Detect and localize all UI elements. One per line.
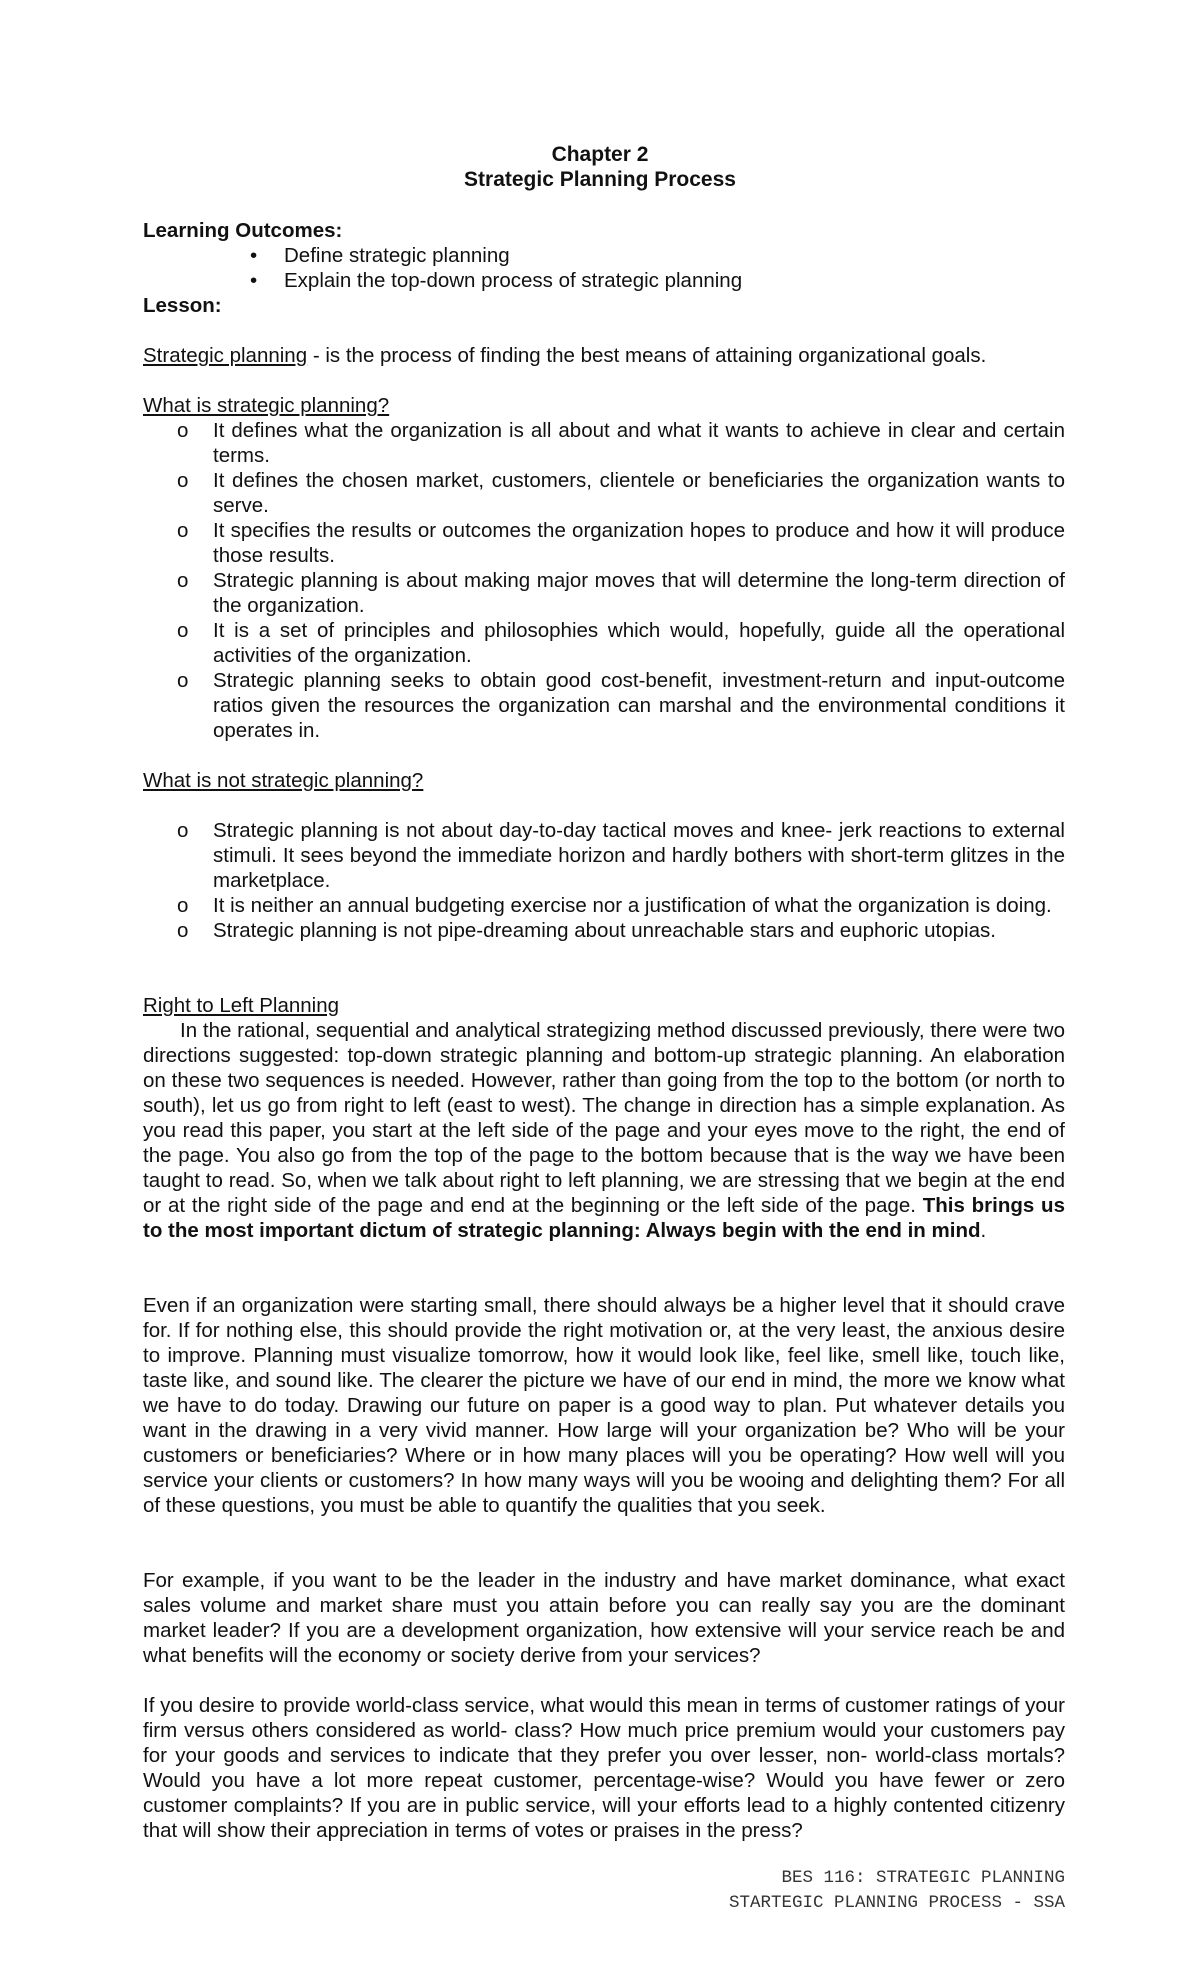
- list-item-text: It is a set of principles and philosophies which would, hopefully, guide all the operational activities of the organization.: [213, 619, 1065, 667]
- learning-outcomes-heading: Learning Outcomes:: [143, 219, 343, 242]
- definition-term: Strategic planning: [143, 344, 308, 367]
- list-item: [143, 518, 1065, 568]
- lesson-heading: Lesson:: [143, 294, 222, 317]
- circle-bullet-icon: o: [177, 419, 189, 442]
- footer-chapter: STARTEGIC PLANNING PROCESS - SSA: [728, 1893, 1065, 1913]
- what-is-not-heading: What is not strategic planning?: [143, 769, 424, 792]
- definition-text: - is the process of finding the best means of attaining organizational goals.: [307, 344, 987, 367]
- list-item: [143, 618, 1065, 668]
- list-item-text: It is neither an annual budgeting exercise nor a justification of what the organization is doing.: [213, 894, 1052, 917]
- right-to-left-paragraph-2: Even if an organization were starting small, there should always be a higher level that it should crave for. If for nothing else, this should provide the right motivation or, at the very least, the anxious desire to improve. Planning must visualize tomorrow, how it would look like, feel like, smell like, touch like, taste like, and sound like. The clearer the picture we have of our end in mind, the more we know what we have to do today. Drawing our future on paper is a good way to plan. Put whatever details you want in the drawing in a very vivid manner. How large will your organization be? Who will be your customers or beneficiaries? Where or in how many places will you be operating? How well will you service your clients or customers? In how many ways will you be wooing and delighting them? For all of these questions, you must be able to quantify the qualities that you seek.: [143, 1294, 1065, 1517]
- circle-bullet-icon: o: [177, 519, 189, 542]
- what-is-not-list: [143, 818, 1065, 943]
- circle-bullet-icon: o: [177, 819, 189, 842]
- circle-bullet-icon: o: [177, 894, 189, 917]
- right-to-left-paragraph-1: [143, 1018, 1065, 1243]
- list-item: [143, 918, 1065, 943]
- chapter-title: Strategic Planning Process: [464, 168, 736, 191]
- circle-bullet-icon: o: [177, 469, 189, 492]
- paragraph-end: .: [980, 1219, 987, 1242]
- circle-bullet-icon: o: [177, 669, 189, 692]
- list-item-text: Strategic planning seeks to obtain good cost-benefit, investment-return and input-outcome ratios given the resources the organization can marshal and the environmental conditions it operates in.: [213, 669, 1065, 742]
- list-item-text: Strategic planning is not about day-to-day tactical moves and knee- jerk reactions to external stimuli. It sees beyond the immediate horizon and hardly bothers with short-term glitzes in the marketplace.: [213, 819, 1065, 892]
- list-item: [143, 818, 1065, 893]
- list-item: [143, 893, 1065, 918]
- learning-outcome-text: Define strategic planning: [284, 244, 510, 267]
- paragraph-text: In the rational, sequential and analytical strategizing method discussed previously, there were two directions suggested: top-down strategic planning and bottom-up strategic planning. An elaboration on these two sequences is needed. However, rather than going from the top to the bottom (or north to south), let us go from right to left (east to west). The change in direction has a simple explanation. As you read this paper, you start at the left side of the page and your eyes move to the right, the end of the page. You also go from the top of the page to the bottom because that is the way we have been taught to read. So, when we talk about right to left planning, we are stressing that we begin at the end or at the right side of the page and end at the beginning or the left side of the page.: [143, 1019, 1065, 1217]
- list-item-text: It defines the chosen market, customers, clientele or beneficiaries the organization wants to serve.: [213, 469, 1065, 517]
- what-is-list: [143, 418, 1065, 743]
- bullet-icon: •: [250, 269, 258, 292]
- list-item: [143, 468, 1065, 518]
- definition-paragraph: [143, 343, 1065, 368]
- right-to-left-heading: Right to Left Planning: [143, 994, 340, 1017]
- bullet-icon: •: [250, 244, 258, 267]
- what-is-heading: What is strategic planning?: [143, 394, 390, 417]
- right-to-left-paragraph-3: For example, if you want to be the leader in the industry and have market dominance, what exact sales volume and market share must you attain before you can really say you are the dominant market leader? If you are a development organization, how extensive will your service reach be and what benefits will the economy or society derive from your services?: [143, 1569, 1065, 1667]
- list-item-text: It defines what the organization is all about and what it wants to achieve in clear and certain terms.: [213, 419, 1065, 467]
- right-to-left-paragraph-4: If you desire to provide world-class service, what would this mean in terms of customer ratings of your firm versus others considered as world- class? How much price premium would your customers pay for your goods and services to indicate that they prefer you over lesser, non- world-class mortals? Would you have a lot more repeat customer, percentage-wise? Would you have fewer or zero customer complaints? If you are in public service, will your efforts lead to a highly contented citizenry that will show their appreciation in terms of votes or praises in the press?: [143, 1694, 1065, 1842]
- chapter-number: Chapter 2: [551, 143, 649, 166]
- footer-course: BES 116: STRATEGIC PLANNING: [781, 1868, 1065, 1888]
- list-item-text: Strategic planning is not pipe-dreaming about unreachable stars and euphoric utopias.: [213, 919, 996, 942]
- list-item: [143, 418, 1065, 468]
- list-item: [143, 568, 1065, 618]
- circle-bullet-icon: o: [177, 569, 189, 592]
- list-item-text: Strategic planning is about making major moves that will determine the long-term direction of the organization.: [213, 569, 1065, 617]
- circle-bullet-icon: o: [177, 919, 189, 942]
- list-item: [143, 668, 1065, 743]
- learning-outcome-text: Explain the top-down process of strategic planning: [284, 269, 743, 292]
- circle-bullet-icon: o: [177, 619, 189, 642]
- dictum-bold-text: This brings us to the most important dictum of strategic planning: Always begin with the end in mind: [143, 1194, 1065, 1242]
- list-item-text: It specifies the results or outcomes the organization hopes to produce and how it will produce those results.: [213, 519, 1065, 567]
